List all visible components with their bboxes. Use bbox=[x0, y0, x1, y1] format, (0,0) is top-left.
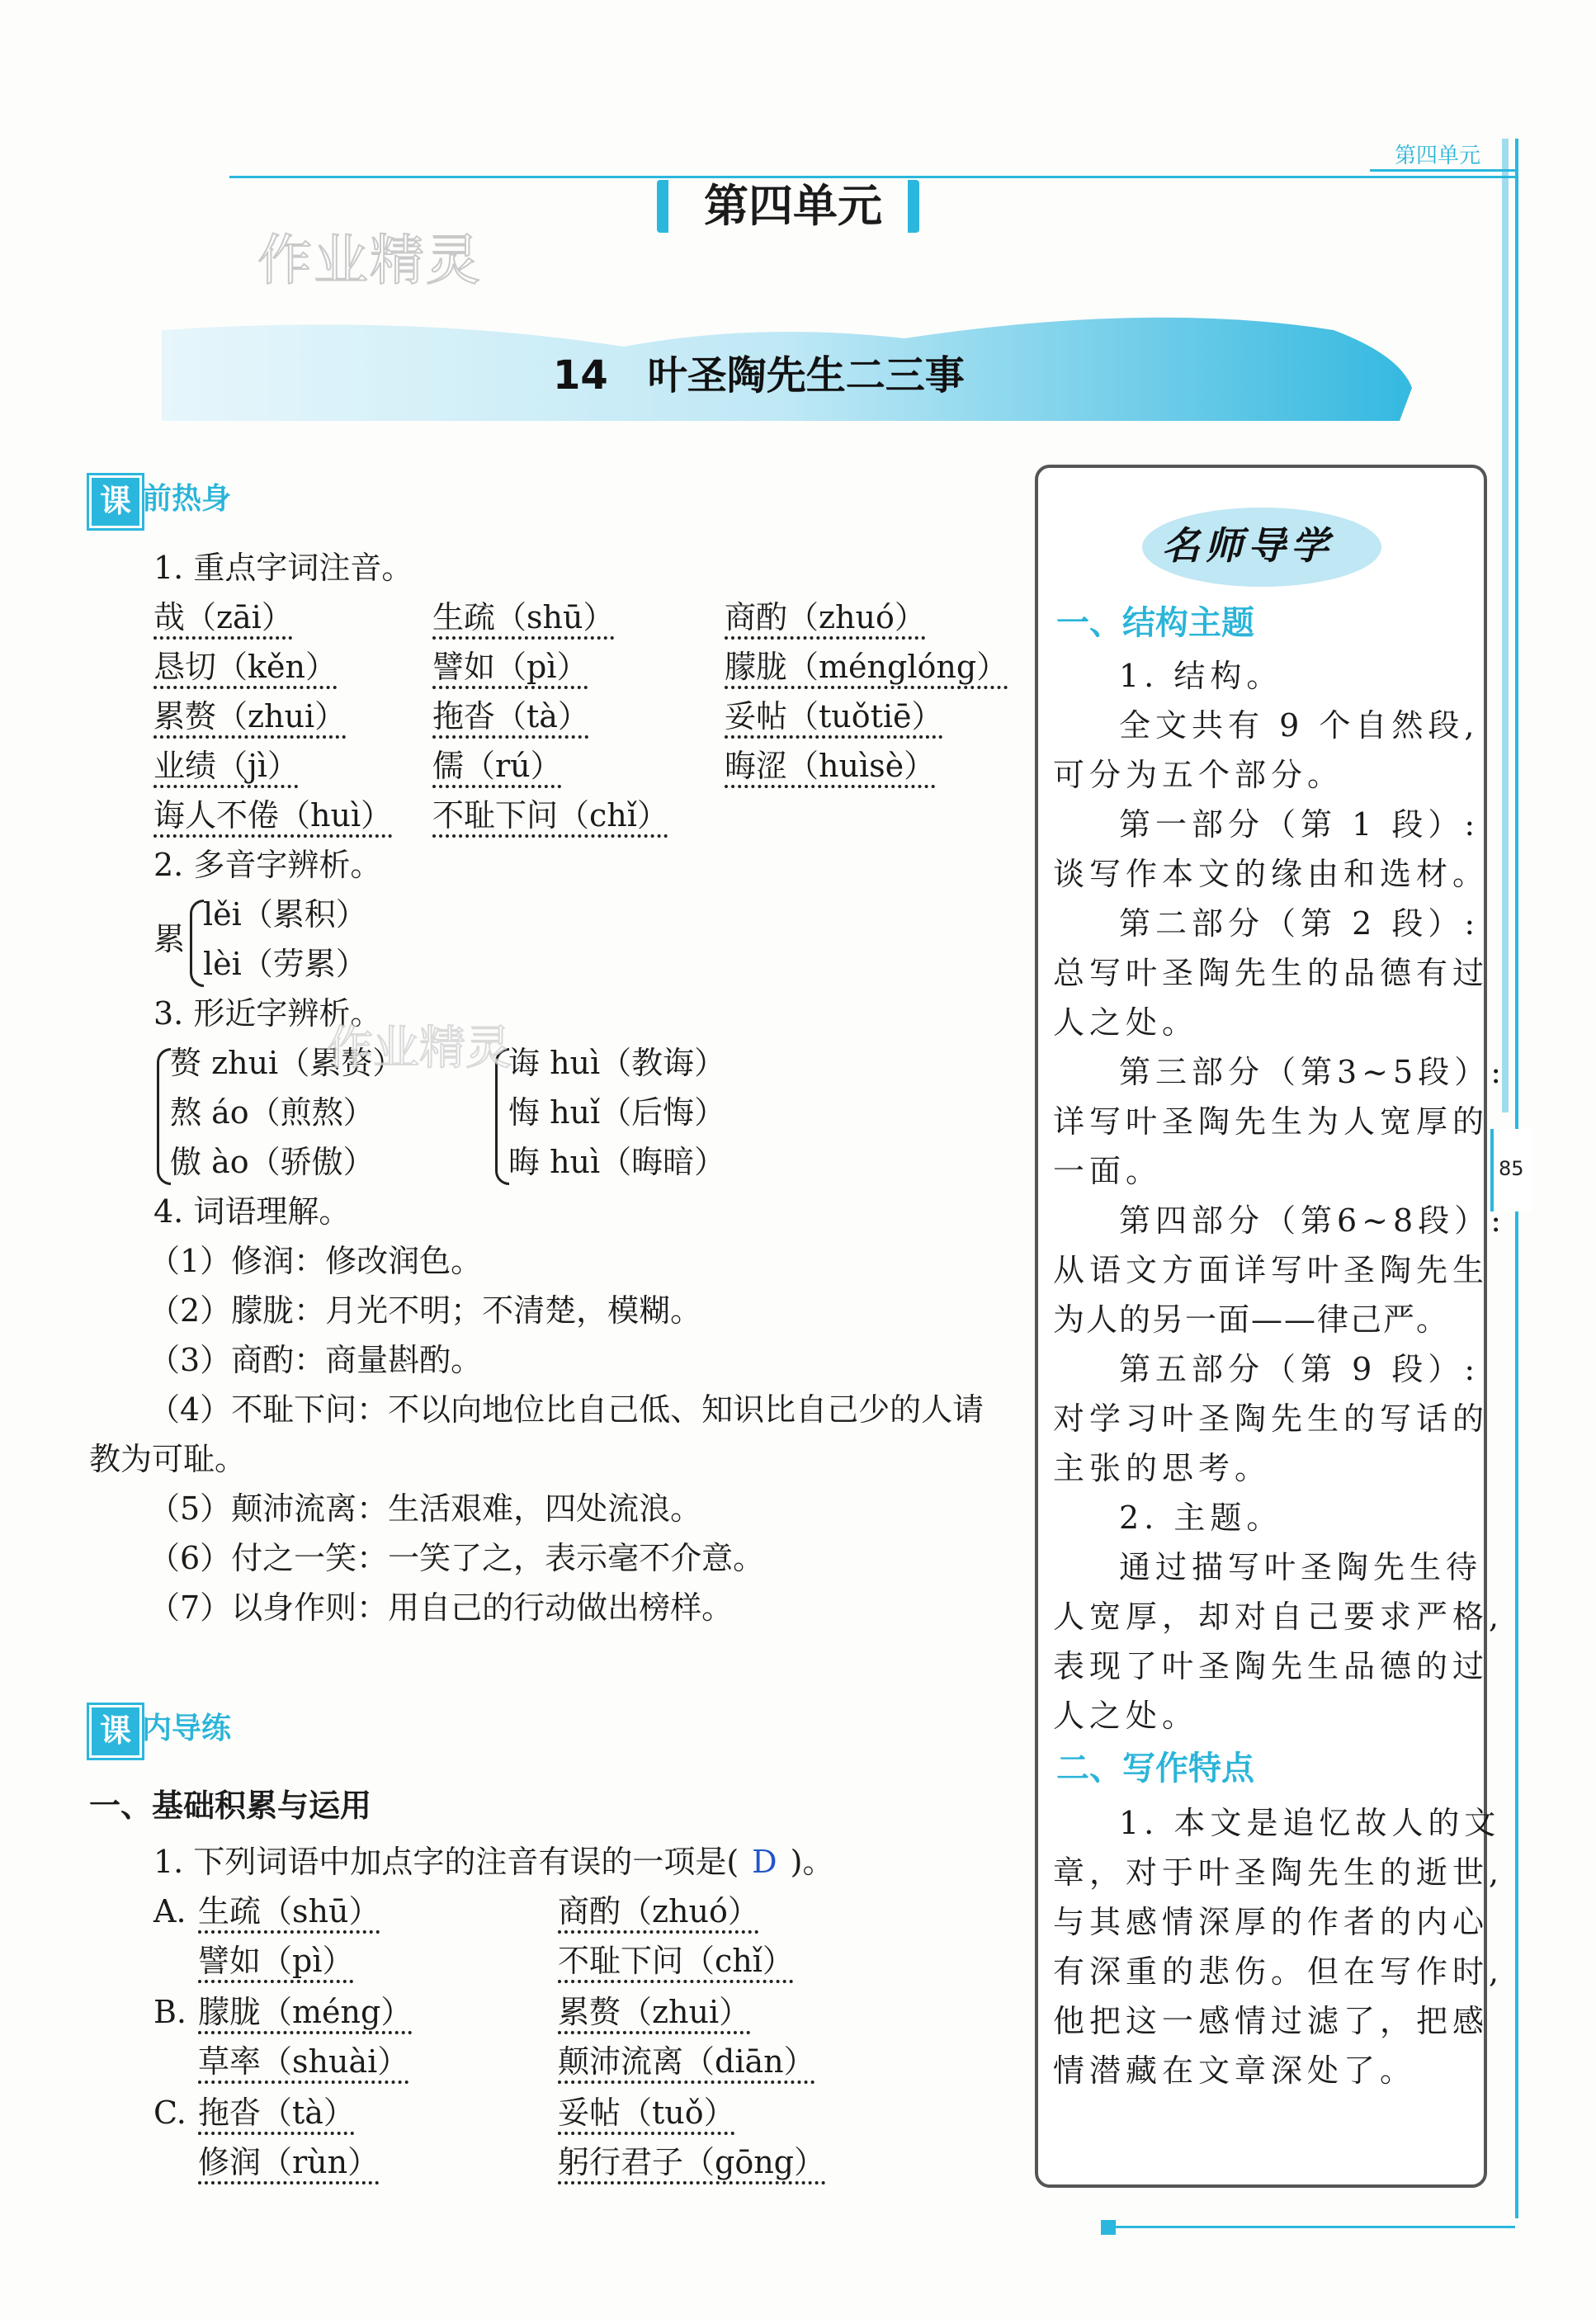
sidebar-line: 第三部分（第3~5段）: bbox=[1119, 1054, 1506, 1090]
sidebar-heading-structure: 一、结构主题 bbox=[1056, 604, 1254, 642]
q2-title: 2. 多音字辨析。 bbox=[153, 847, 382, 883]
sidebar-line: 全文共有 9 个自然段, bbox=[1119, 707, 1480, 744]
sidebar-line: 谈写作本文的缘由和选材。 bbox=[1053, 856, 1490, 892]
watermark-small: 作业精灵 bbox=[327, 1022, 512, 1075]
word-item: 朦胧（ménglóng） bbox=[725, 649, 1008, 685]
word-item: 晦涩（huìsè） bbox=[725, 748, 936, 784]
sidebar-heading-features: 二、写作特点 bbox=[1056, 1750, 1254, 1788]
sidebar-line: 情潜藏在文章深处了。 bbox=[1053, 2052, 1417, 2089]
part-title: 一、基础积累与运用 bbox=[89, 1788, 372, 1824]
section-heading-inclass: 内导练 bbox=[142, 1712, 232, 1745]
option-word: 颠沛流离（diān） bbox=[558, 2043, 815, 2080]
q3-left-item: 赘 zhui（累赘） bbox=[170, 1045, 404, 1081]
unit-title-bracket-left bbox=[657, 180, 668, 233]
sidebar-title: 名师导学 bbox=[1162, 523, 1334, 568]
q4-item: （7）以身作则：用自己的行动做出榜样。 bbox=[149, 1589, 734, 1626]
brace-polyphone bbox=[190, 900, 204, 987]
sidebar-line: 人之处。 bbox=[1053, 1004, 1199, 1041]
sidebar-line: 第二部分（第 2 段）: bbox=[1119, 905, 1480, 942]
mc-stem-tail: )。 bbox=[790, 1844, 834, 1880]
tips-sidebar bbox=[1035, 465, 1506, 2188]
q4-item: （2）朦胧：月光不明；不清楚，模糊。 bbox=[149, 1292, 702, 1329]
q2-item: lěi（累积） bbox=[203, 896, 367, 933]
q3-right-item: 晦 huì（晦暗） bbox=[508, 1144, 726, 1180]
word-item: 譬如（pì） bbox=[432, 649, 588, 685]
option-word: 草率（shuài） bbox=[198, 2043, 409, 2080]
q3-title: 3. 形近字辨析。 bbox=[153, 995, 382, 1032]
q4-item: （3）商酌：商量斟酌。 bbox=[149, 1342, 483, 1378]
mc-question-stem bbox=[153, 1839, 833, 1885]
corner-underline bbox=[1370, 169, 1518, 172]
bottom-rule bbox=[1116, 2226, 1515, 2228]
sidebar-line: 可分为五个部分。 bbox=[1053, 757, 1344, 793]
bottom-marker bbox=[1101, 2220, 1116, 2235]
sidebar-line: 从语文方面详写叶圣陶先生 bbox=[1053, 1252, 1490, 1288]
word-item: 不耻下问（chǐ） bbox=[432, 797, 668, 834]
sidebar-line: 人之处。 bbox=[1053, 1698, 1199, 1734]
right-margin-band bbox=[1502, 139, 1509, 1112]
sidebar-line: 一面。 bbox=[1053, 1153, 1163, 1189]
word-item: 累赘（zhui） bbox=[153, 698, 347, 734]
sidebar-line: 有深重的悲伤。但在写作时, bbox=[1053, 1953, 1504, 1990]
sidebar-line: 他把这一感情过滤了，把感 bbox=[1053, 2003, 1490, 2039]
corner-unit-label: 第四单元 bbox=[1395, 144, 1481, 168]
q3-left-item: 熬 áo（煎熬） bbox=[170, 1094, 375, 1131]
sidebar-line: 1. 本文是追忆故人的文 bbox=[1119, 1805, 1501, 1841]
q4-item-cont: 教为可耻。 bbox=[89, 1441, 247, 1477]
lesson-title: 14 叶圣陶先生二三事 bbox=[553, 352, 965, 399]
sidebar-line: 2. 主题。 bbox=[1119, 1500, 1283, 1536]
q3-right-item: 诲 huì（教诲） bbox=[508, 1045, 726, 1081]
q4-item: （5）颠沛流离：生活艰难，四处流浪。 bbox=[149, 1490, 702, 1527]
option-word: 累赘（zhui） bbox=[558, 1994, 751, 2030]
section-icon-ke: 课 bbox=[89, 475, 142, 528]
option-word: 生疏（shū） bbox=[198, 1893, 380, 1929]
word-item: 恳切（kěn） bbox=[153, 649, 337, 685]
option-word: 拖沓（tà） bbox=[198, 2095, 355, 2131]
option-word: 修润（rùn） bbox=[198, 2144, 380, 2180]
sidebar-line: 详写叶圣陶先生为人宽厚的 bbox=[1053, 1103, 1490, 1140]
q3-left-item: 傲 ào（骄傲） bbox=[170, 1144, 375, 1180]
word-item: 业绩（jì） bbox=[153, 748, 299, 784]
sidebar-line: 第一部分（第 1 段）: bbox=[1119, 806, 1480, 843]
word-item: 商酌（zhuó） bbox=[725, 599, 926, 635]
q1-title: 1. 重点字词注音。 bbox=[153, 550, 413, 586]
option-word: 躬行君子（gōng） bbox=[558, 2144, 826, 2180]
page-number: 85 bbox=[1499, 1157, 1524, 1180]
sidebar-line: 对学习叶圣陶先生的写话的 bbox=[1053, 1400, 1490, 1437]
word-item: 儒（rú） bbox=[432, 748, 562, 784]
option-word: 譬如（pì） bbox=[198, 1943, 354, 1979]
word-item: 生疏（shū） bbox=[432, 599, 615, 635]
option-word: 朦胧（méng） bbox=[198, 1994, 413, 2030]
sidebar-line: 与其感情深厚的作者的内心 bbox=[1053, 1904, 1490, 1940]
word-item: 诲人不倦（huì） bbox=[153, 797, 393, 834]
q2-char: 累 bbox=[153, 921, 186, 957]
option-letter[interactable]: C. bbox=[153, 2095, 187, 2131]
option-letter[interactable]: B. bbox=[153, 1994, 187, 2030]
section-icon-ke: 课 bbox=[89, 1705, 142, 1758]
option-word: 不耻下问（chǐ） bbox=[558, 1943, 794, 1979]
sidebar-line: 为人的另一面——律己严。 bbox=[1053, 1301, 1450, 1338]
word-item: 拖沓（tà） bbox=[432, 698, 589, 734]
option-letter[interactable]: A. bbox=[153, 1893, 187, 1929]
q4-item: （4）不耻下问：不以向地位比自己低、知识比自己少的人请 bbox=[149, 1391, 985, 1428]
sidebar-line: 人宽厚，却对自己要求严格, bbox=[1053, 1599, 1504, 1635]
word-item: 哉（zāi） bbox=[153, 599, 293, 635]
sidebar-line: 第四部分（第6~8段）: bbox=[1119, 1202, 1506, 1239]
q4-title: 4. 词语理解。 bbox=[153, 1193, 351, 1230]
q2-item: lèi（劳累） bbox=[203, 946, 367, 982]
option-word: 商酌（zhuó） bbox=[558, 1893, 759, 1929]
unit-title: 第四单元 bbox=[704, 180, 882, 232]
sidebar-line: 总写叶圣陶先生的品德有过 bbox=[1053, 955, 1490, 991]
word-item: 妥帖（tuǒtiē） bbox=[725, 698, 943, 734]
sidebar-line: 章，对于叶圣陶先生的逝世, bbox=[1053, 1854, 1504, 1891]
sidebar-line: 第五部分（第 9 段）: bbox=[1119, 1351, 1480, 1387]
section-heading-prewarm: 前热身 bbox=[142, 482, 232, 516]
unit-title-bracket-right bbox=[908, 180, 919, 233]
sidebar-line: 通过描写叶圣陶先生待 bbox=[1119, 1549, 1483, 1585]
q4-item: （6）付之一笑：一笑了之，表示毫不介意。 bbox=[149, 1540, 765, 1576]
watermark: 作业精灵 bbox=[257, 229, 482, 292]
brace-left-group bbox=[157, 1048, 171, 1185]
sidebar-line: 表现了叶圣陶先生品德的过 bbox=[1053, 1648, 1490, 1684]
q4-item: （1）修润：修改润色。 bbox=[149, 1243, 483, 1279]
sidebar-line: 主张的思考。 bbox=[1053, 1450, 1272, 1486]
sidebar-line: 1. 结构。 bbox=[1119, 658, 1283, 694]
mc-answer: D bbox=[752, 1844, 777, 1880]
mc-stem-text: 1. 下列词语中加点字的注音有误的一项是( bbox=[153, 1844, 739, 1880]
option-word: 妥帖（tuǒ） bbox=[558, 2095, 735, 2131]
q3-right-item: 悔 huǐ（后悔） bbox=[508, 1094, 726, 1131]
